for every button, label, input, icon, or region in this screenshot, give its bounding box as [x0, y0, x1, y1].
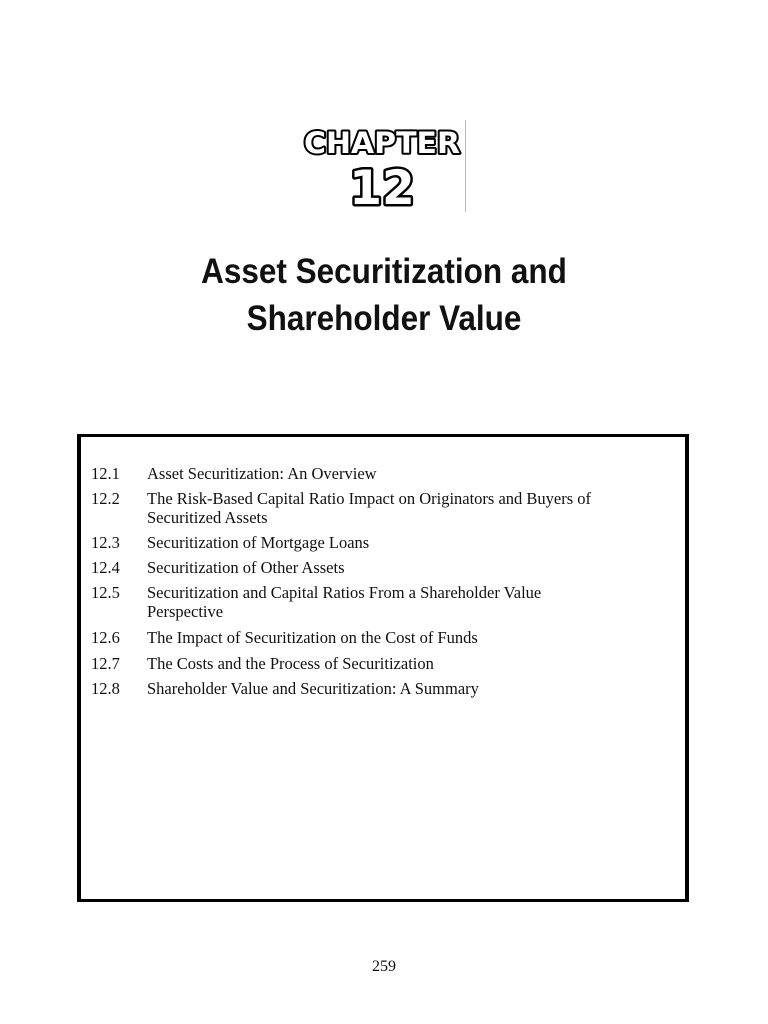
toc-section-number: 12.6 — [91, 628, 120, 647]
toc-item — [91, 558, 607, 577]
toc-section-title: The Costs and the Process of Securitization — [147, 654, 434, 673]
toc-item — [91, 679, 607, 698]
chapter-title-line-1: Asset Securitization and — [201, 252, 567, 291]
chapter-badge — [303, 120, 466, 212]
toc-section-number: 12.4 — [91, 558, 120, 577]
toc-item — [91, 654, 607, 673]
toc-section-number: 12.2 — [91, 489, 120, 508]
chapter-word: CHAPTER — [304, 126, 460, 160]
table-of-contents — [77, 434, 689, 902]
page-number: 259 — [372, 958, 396, 975]
toc-section-title: Shareholder Value and Securitization: A Summary — [147, 679, 479, 698]
toc-item — [91, 489, 607, 527]
toc-section-title: The Impact of Securitization on the Cost of Funds — [147, 628, 478, 647]
toc-item — [91, 533, 607, 552]
chapter-title — [38, 248, 729, 342]
toc-section-title: Securitization of Mortgage Loans — [147, 533, 370, 552]
chapter-number: 12 — [349, 161, 415, 212]
toc-section-title: Asset Securitization: An Overview — [147, 464, 377, 483]
toc-item — [91, 583, 607, 621]
chapter-title-line-2: Shareholder Value — [246, 299, 522, 338]
toc-section-number: 12.7 — [91, 654, 120, 673]
chapter-badge-graphic — [303, 120, 465, 212]
toc-section-number: 12.1 — [91, 464, 120, 483]
toc-section-number: 12.8 — [91, 679, 120, 698]
toc-item — [91, 628, 607, 647]
toc-section-title: Securitization of Other Assets — [147, 558, 345, 577]
toc-section-title: The Risk-Based Capital Ratio Impact on Originators and Buyers of Securitized Assets — [147, 489, 592, 527]
toc-section-number: 12.3 — [91, 533, 120, 552]
toc-section-title: Securitization and Capital Ratios From a Shareholder Value Perspective — [147, 583, 542, 621]
toc-section-number: 12.5 — [91, 583, 120, 602]
toc-item — [91, 464, 607, 483]
